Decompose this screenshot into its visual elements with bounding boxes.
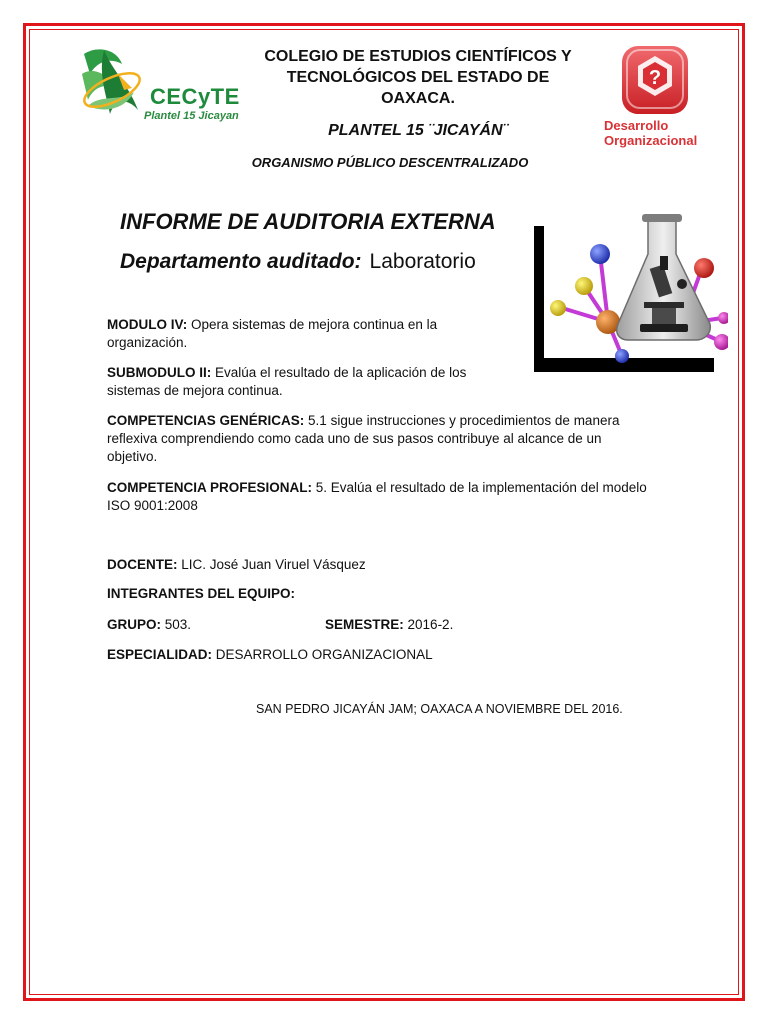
- competencia-profesional-text: 5. Evalúa el resultado de la implementación del modelo ISO 9001:2008: [107, 480, 647, 513]
- competencias-label: COMPETENCIAS GENÉRICAS:: [107, 413, 305, 428]
- semestre-text: 2016-2.: [407, 617, 454, 632]
- competencias-paragraph: [107, 412, 627, 466]
- department-value: Laboratorio: [369, 250, 476, 273]
- college-title: [240, 46, 596, 109]
- docente-line: [107, 556, 607, 574]
- grupo-label: GRUPO:: [107, 617, 161, 632]
- desarrollo-organizacional-logo: [618, 44, 692, 118]
- semestre-line: [325, 616, 453, 634]
- docente-text: LIC. José Juan Viruel Vásquez: [181, 557, 366, 572]
- modulo-text: Opera sistemas de mejora continua en la organización.: [107, 317, 438, 350]
- lab-flask-microscope-icon: [532, 206, 728, 374]
- college-title-line-2: TECNOLÓGICOS DEL ESTADO DE: [286, 69, 550, 86]
- department-line: [120, 250, 476, 274]
- competencias-text: 5.1 sigue instrucciones y procedimientos de manera reflexiva comprendiendo como cada uno de sus pasos contribuye al alcance de un objetivo.: [107, 413, 620, 464]
- especialidad-text: DESARROLLO ORGANIZACIONAL: [215, 647, 433, 662]
- organismo-subtitle: ORGANISMO PÚBLICO DESCENTRALIZADO: [251, 155, 529, 170]
- department-label: Departamento auditado:: [120, 250, 362, 273]
- modulo-label: MODULO IV:: [107, 317, 188, 332]
- competencia-profesional-label: COMPETENCIA PROFESIONAL:: [107, 480, 313, 495]
- desarrollo-organizacional-label: [604, 118, 720, 148]
- submodulo-paragraph: [107, 364, 517, 400]
- grupo-text: 503.: [164, 617, 192, 632]
- college-title-line-1: COLEGIO DE ESTUDIOS CIENTÍFICOS Y: [264, 48, 572, 65]
- cecyte-name: CECyTE: [150, 84, 240, 109]
- submodulo-text: Evalúa el resultado de la aplicación de los sistemas de mejora continua.: [107, 365, 467, 398]
- question-gear-icon: [618, 44, 692, 118]
- competencia-profesional-paragraph: [107, 479, 667, 515]
- integrantes-label: INTEGRANTES DEL EQUIPO:: [107, 586, 296, 601]
- grupo-line: [107, 616, 307, 634]
- do-label-line-2: Organizacional: [604, 133, 698, 148]
- integrantes-line: [107, 585, 507, 603]
- especialidad-label: ESPECIALIDAD:: [107, 647, 213, 662]
- place-date: SAN PEDRO JICAYÁN JAM; OAXACA A NOVIEMBRE DEL 2016.: [256, 702, 623, 716]
- svg-text:?: ?: [648, 67, 662, 89]
- plantel-title: PLANTEL 15 ¨JICAYÁN¨: [328, 122, 508, 139]
- college-title-line-3: OAXACA.: [381, 90, 455, 107]
- modulo-paragraph: [107, 316, 507, 352]
- submodulo-label: SUBMODULO II:: [107, 365, 212, 380]
- do-label-line-1: Desarrollo: [604, 118, 669, 133]
- cecyte-plantel-label: Plantel 15 Jicayan: [144, 110, 239, 122]
- laboratory-illustration: [532, 206, 728, 374]
- docente-label: DOCENTE:: [107, 557, 178, 572]
- semestre-label: SEMESTRE:: [325, 617, 404, 632]
- especialidad-line: [107, 646, 607, 664]
- report-title: INFORME DE AUDITORIA EXTERNA: [120, 209, 496, 234]
